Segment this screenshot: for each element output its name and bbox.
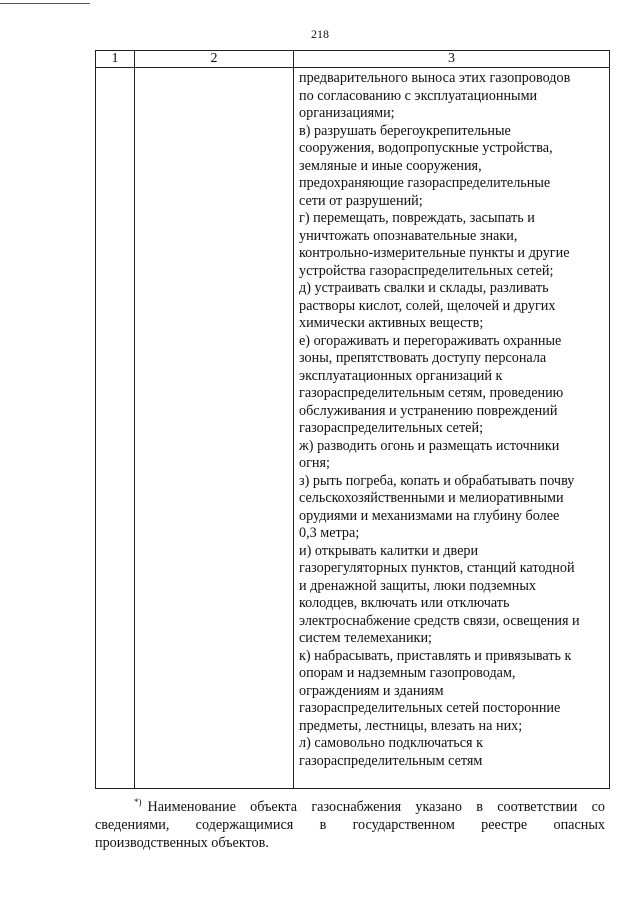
column-header-3: 3 xyxy=(294,51,610,68)
footnote-marker: *) xyxy=(134,797,142,807)
text-line: организациями; xyxy=(299,105,395,121)
text-line: зоны, препятствовать доступу персонала xyxy=(299,350,547,366)
text-line: сооружения, водопропускные устройства, xyxy=(299,140,553,156)
text-line: предварительного выноса этих газопроводов xyxy=(299,70,571,86)
text-line: газораспределительным сетям, проведению xyxy=(299,385,564,401)
text-line: з) рыть погреба, копать и обрабатывать почву xyxy=(299,472,575,489)
text-line: газораспределительным сетям xyxy=(299,752,483,769)
text-line: эксплуатационных организаций к xyxy=(299,367,503,384)
text-line: химически активных веществ; xyxy=(299,315,484,331)
column-3-text xyxy=(294,68,609,770)
text-line: ж) разводить огонь и размещать источники xyxy=(299,437,560,454)
text-line: и) открывать калитки и двери xyxy=(299,542,479,559)
page-number: 218 xyxy=(311,27,329,41)
text-line: устройства газораспределительных сетей; xyxy=(299,262,554,279)
text-line: предохраняющие газораспределительные xyxy=(299,175,551,191)
text-line: сети от разрушений; xyxy=(299,192,423,209)
table-row xyxy=(96,68,610,789)
text-line: огня; xyxy=(299,455,330,471)
text-line: электроснабжение средств связи, освещения и xyxy=(299,612,580,629)
text-line: 0,3 метра; xyxy=(299,525,360,541)
table-header-row xyxy=(96,51,610,68)
document-table xyxy=(95,50,610,789)
text-line: растворы кислот, солей, щелочей и других xyxy=(299,297,556,314)
text-line: г) перемещать, повреждать, засыпать и xyxy=(299,210,535,226)
corner-rule xyxy=(0,3,90,4)
text-line: л) самовольно подключаться к xyxy=(299,735,484,751)
text-line: в) разрушать берегоукрепительные xyxy=(299,122,511,139)
text-line: е) огораживать и перегораживать охранные xyxy=(299,332,562,349)
text-line: земляные и иные сооружения, xyxy=(299,157,482,174)
text-line: по согласованию с эксплуатационными xyxy=(299,87,538,104)
text-line: к) набрасывать, приставлять и привязывать к xyxy=(299,647,572,664)
text-line: сельскохозяйственными и мелиоративными xyxy=(299,490,564,506)
cell-column-1 xyxy=(96,68,135,789)
text-line: орудиями и механизмами на глубину более xyxy=(299,507,560,524)
cell-column-3 xyxy=(294,68,610,789)
text-line: обслуживания и устранению повреждений xyxy=(299,402,558,419)
text-line: колодцев, включать или отключать xyxy=(299,595,510,611)
text-line: и дренажной защиты, люки подземных xyxy=(299,577,536,594)
text-line: предметы, лестницы, влезать на них; xyxy=(299,717,523,734)
cell-column-2 xyxy=(135,68,294,789)
column-header-1: 1 xyxy=(96,51,135,68)
text-line: ограждениям и зданиям xyxy=(299,682,444,699)
column-header-2: 2 xyxy=(135,51,294,68)
text-line: уничтожать опознавательные знаки, xyxy=(299,227,518,244)
text-line: д) устраивать свалки и склады, разливать xyxy=(299,280,549,296)
text-line: контрольно-измерительные пункты и другие xyxy=(299,245,570,261)
footnote-text: Наименование объекта газоснабжения указано в соответствии со сведениями, содержащимися в государственном реестре опасных производственных объектов. xyxy=(95,799,605,851)
text-line: газораспределительных сетей; xyxy=(299,420,484,436)
footnote xyxy=(95,793,605,852)
text-line: систем телемеханики; xyxy=(299,630,432,646)
text-line: опорам и надземным газопроводам, xyxy=(299,665,516,681)
text-line: газорегуляторных пунктов, станций катодной xyxy=(299,560,575,576)
text-line: газораспределительных сетей посторонние xyxy=(299,700,561,716)
